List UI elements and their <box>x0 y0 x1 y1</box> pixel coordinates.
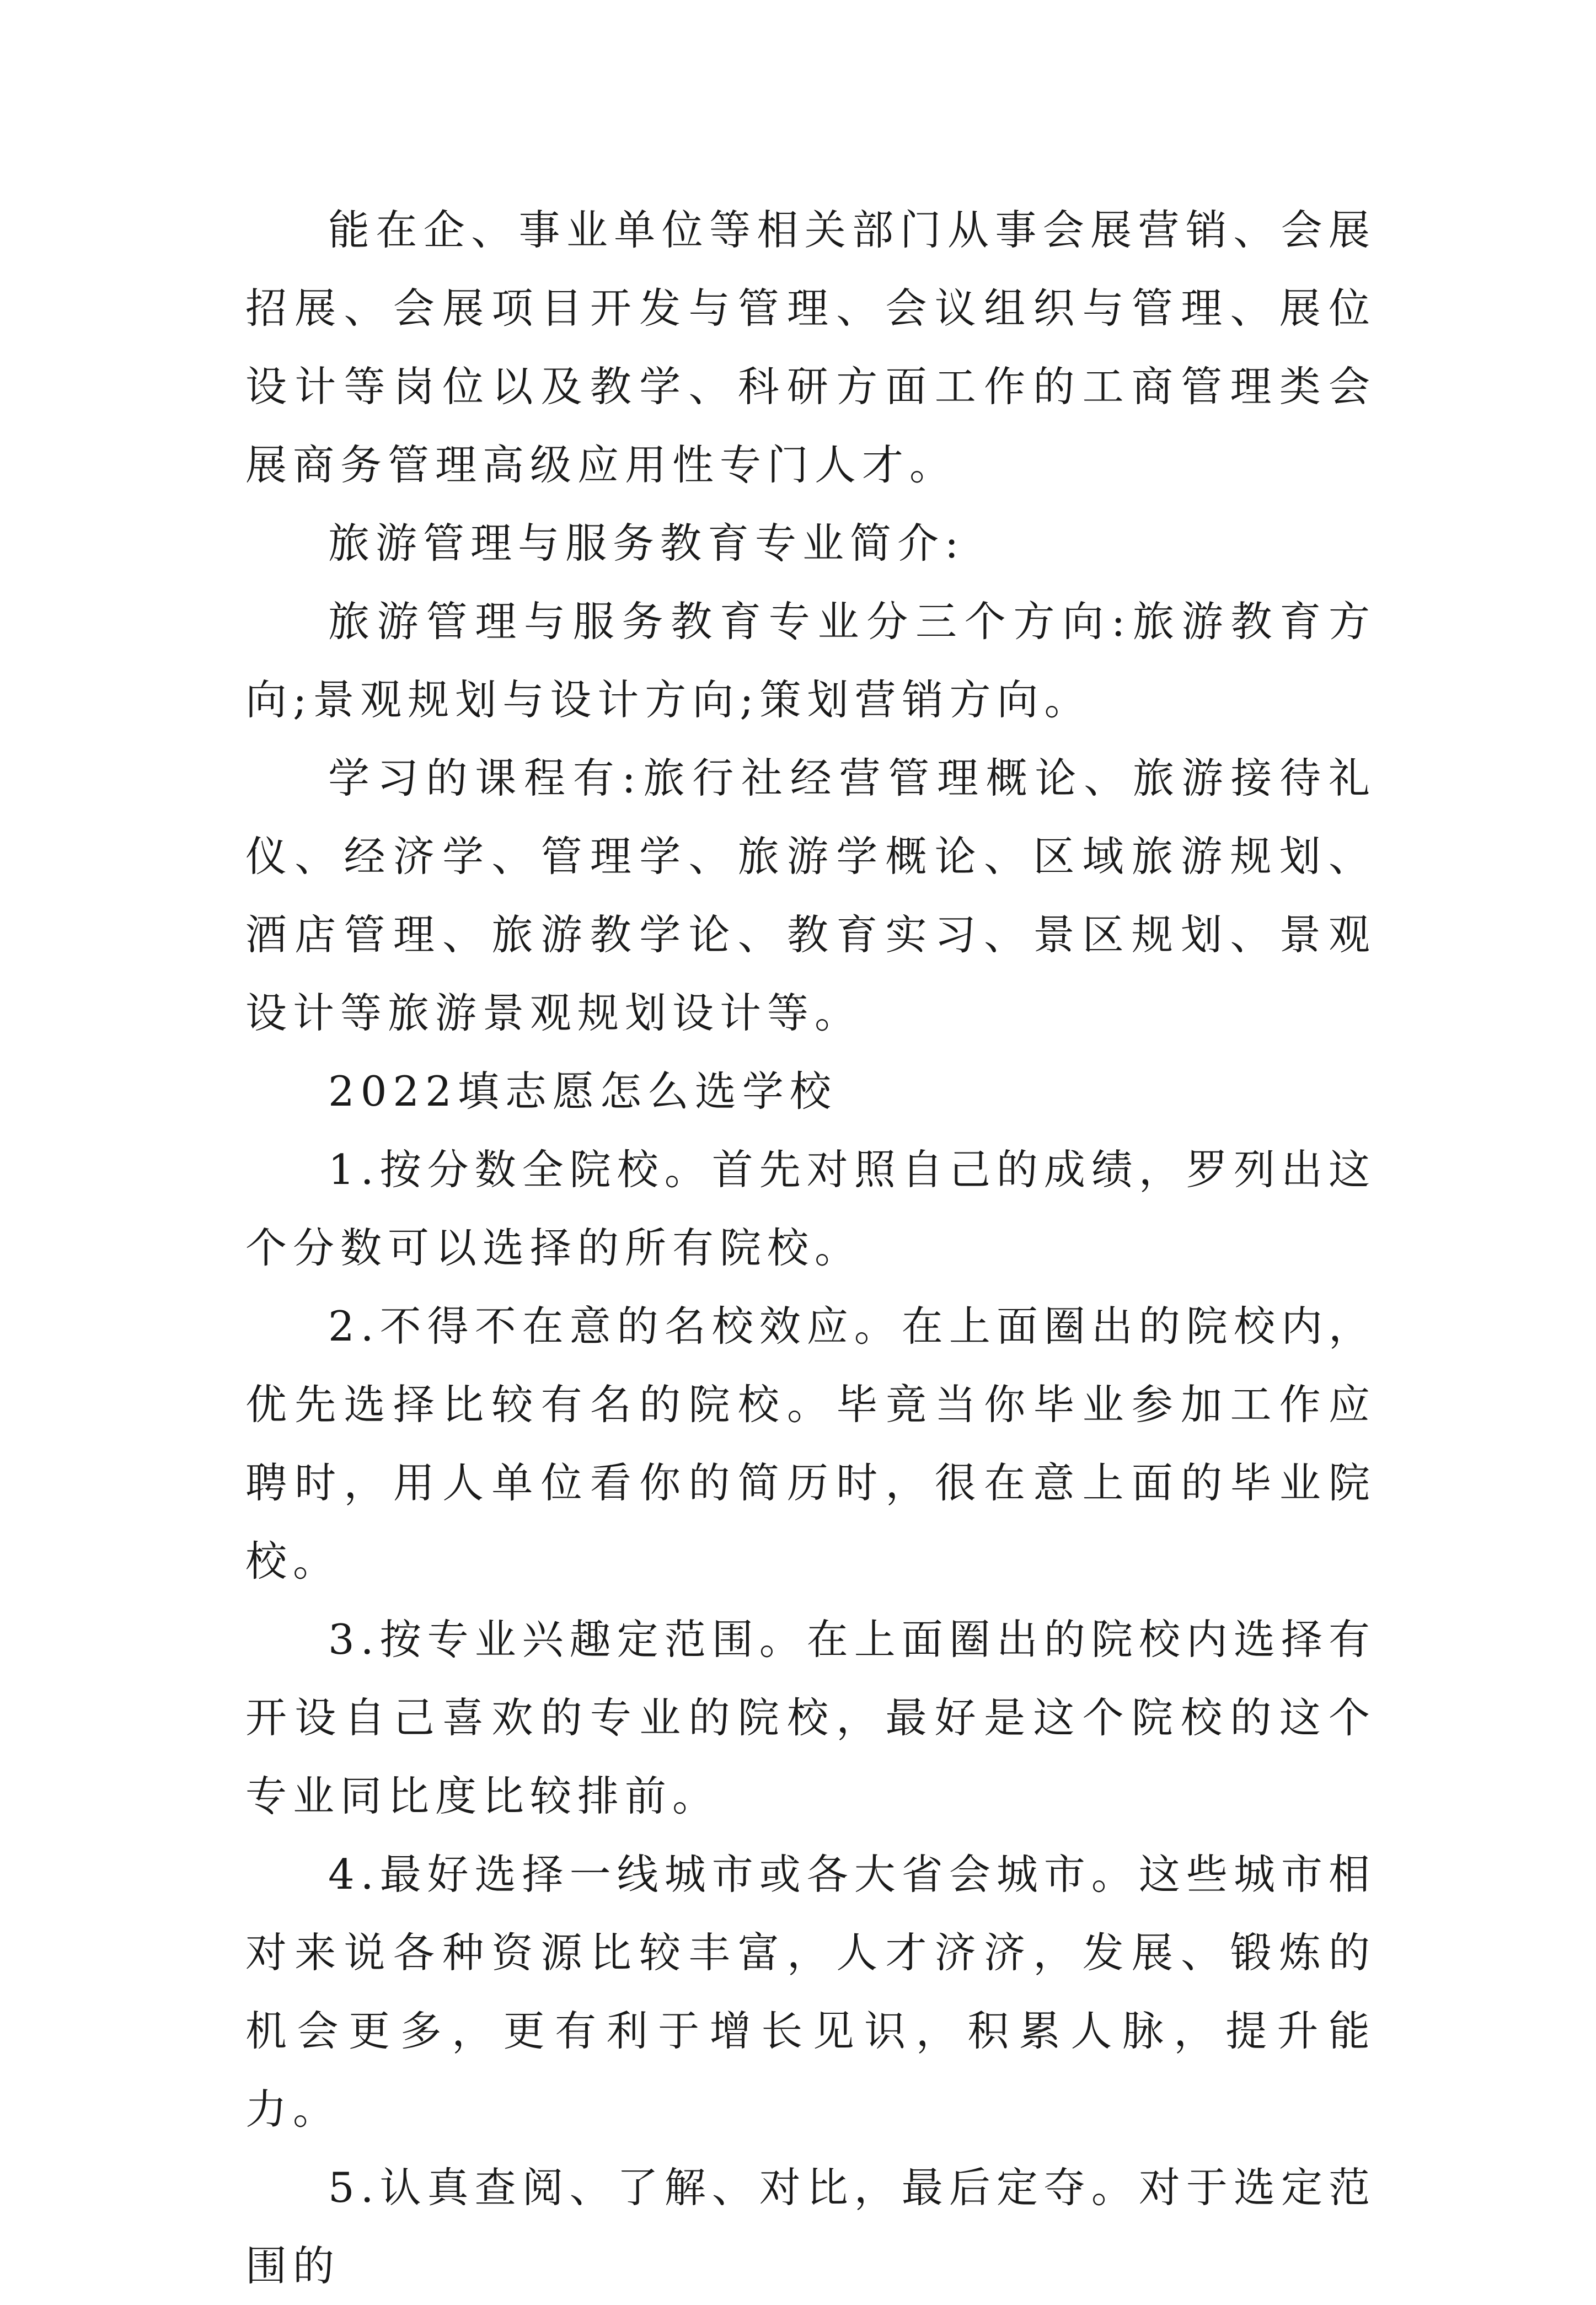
paragraph-tip-1: 1.按分数全院校。首先对照自己的成绩，罗列出这个分数可以选择的所有院校。 <box>245 1145 1376 1272</box>
paragraph-tourism-directions: 旅游管理与服务教育专业分三个方向:旅游教育方向;景观规划与设计方向;策划营销方向。 <box>245 597 1376 724</box>
paragraph-tip-4: 4.最好选择一线城市或各大省会城市。这些城市相对来说各种资源比较丰富，人才济济，发展、锻炼的机会更多，更有利于增长见识，积累人脉，提升能力。 <box>245 1850 1376 2134</box>
paragraph-exhibition-careers: 能在企、事业单位等相关部门从事会展营销、会展招展、会展项目开发与管理、会议组织与管理、展位设计等岗位以及教学、科研方面工作的工商管理类会展商务管理高级应用性专门人才。 <box>245 206 1376 489</box>
paragraph-tip-3: 3.按专业兴趣定范围。在上面圈出的院校内选择有开设自己喜欢的专业的院校，最好是这个院校的这个专业同比度比较排前。 <box>245 1615 1376 1820</box>
document-body <box>245 191 1376 2305</box>
paragraph-tourism-heading: 旅游管理与服务教育专业简介: <box>328 519 965 567</box>
paragraph-tip-2: 2.不得不在意的名校效应。在上面圈出的院校内，优先选择比较有名的院校。毕竟当你毕业参加工作应聘时，用人单位看你的简历时，很在意上面的毕业院校。 <box>245 1302 1376 1585</box>
paragraph-tourism-courses: 学习的课程有:旅行社经营管理概论、旅游接待礼仪、经济学、管理学、旅游学概论、区域旅游规划、酒店管理、旅游教学论、教育实习、景区规划、景观设计等旅游景观规划设计等。 <box>245 754 1376 1037</box>
paragraph-school-choice-heading: 2022填志愿怎么选学校 <box>328 1067 837 1116</box>
paragraph-tip-5: 5.认真查阅、了解、对比，最后定夺。对于选定范围的 <box>245 2163 1376 2290</box>
